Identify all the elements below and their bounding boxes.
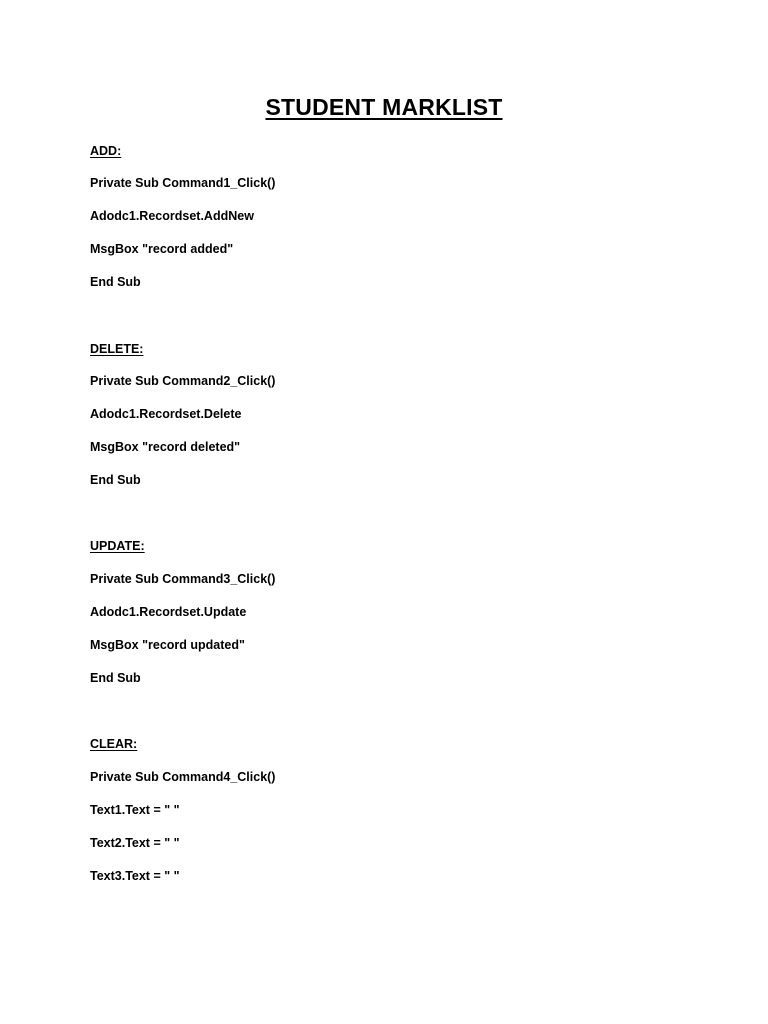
section-heading-clear: CLEAR: — [90, 737, 138, 751]
code-line: Private Sub Command4_Click() — [90, 770, 276, 784]
code-line: Text1.Text = " " — [90, 803, 180, 817]
code-line: End Sub — [90, 275, 141, 289]
code-line: End Sub — [90, 473, 141, 487]
code-line: Adodc1.Recordset.Update — [90, 605, 247, 619]
code-line: Adodc1.Recordset.Delete — [90, 407, 242, 421]
code-line: Text2.Text = " " — [90, 836, 180, 850]
page-title: STUDENT MARKLIST — [265, 94, 503, 120]
section-heading-delete: DELETE: — [90, 342, 144, 356]
code-line: MsgBox "record updated" — [90, 638, 245, 652]
code-line: Private Sub Command2_Click() — [90, 374, 276, 388]
code-line: Private Sub Command3_Click() — [90, 572, 276, 586]
code-line: Private Sub Command1_Click() — [90, 176, 276, 190]
code-line: MsgBox "record deleted" — [90, 440, 241, 454]
code-line: Adodc1.Recordset.AddNew — [90, 209, 254, 223]
section-heading-update: UPDATE: — [90, 539, 145, 553]
code-line: MsgBox "record added" — [90, 242, 234, 256]
section-heading-add: ADD: — [90, 144, 122, 158]
code-line: Text3.Text = " " — [90, 869, 180, 883]
code-line: End Sub — [90, 671, 141, 685]
